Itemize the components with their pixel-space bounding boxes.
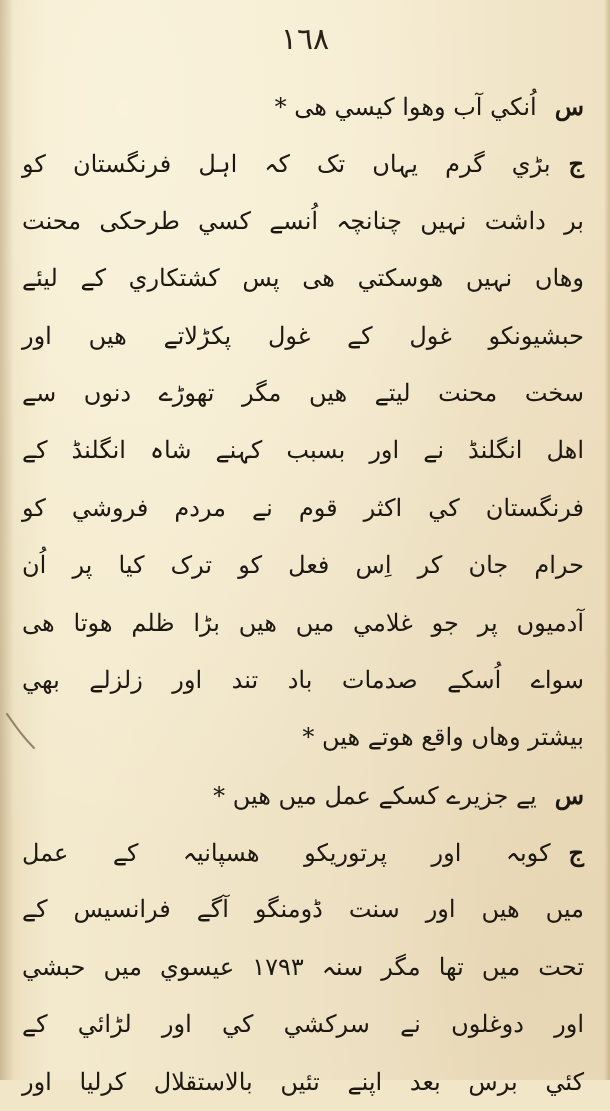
line-text: آدمیوں پر جو غلامي میں ھیں بڑا ظلم ھوتا ھی	[22, 608, 584, 637]
page-number: ١٦٨	[280, 22, 330, 57]
page-edge	[604, 0, 610, 1080]
line-text: سواے اُسکے صدمات باد تند اور زلزلے بھي	[22, 665, 584, 694]
question-marker: س	[554, 780, 584, 810]
line-text: میں ھیں اور سنت ڈومنگو آگے فرانسیس کے	[22, 895, 584, 924]
line-text: فرنگستان کي اکثر قوم نے مردم فروشي کو	[22, 493, 584, 522]
text-line	[22, 250, 584, 307]
text-line	[22, 652, 584, 709]
text-line	[22, 78, 584, 135]
line-text: اُنکي آب وھوا کيسي ھی *	[274, 93, 537, 121]
text-line	[22, 308, 584, 365]
text-line	[22, 767, 584, 824]
text-line	[22, 537, 584, 594]
line-text: حبشیونکو غول کے غول پکڑلاتے ھیں اور	[22, 321, 584, 350]
line-text: تحت میں تھا مگر سنہ ۱۷۹۳ عیسوي میں حبشي	[22, 952, 584, 981]
text-line	[22, 193, 584, 250]
line-text: کئي برس بعد اپنے تئیں بالاستقلال کرلیا اور	[22, 1067, 584, 1096]
answer-marker: ج	[568, 149, 584, 179]
line-text: بیشتر وھاں واقع ھوتے ھیں *	[302, 723, 584, 752]
line-text: بڑي گرم یہاں تک کہ اہل فرنگستان کو	[22, 150, 551, 179]
line-text: حرام جان کر اِس فعل کو ترک کیا پر اُن	[22, 551, 584, 580]
text-line	[22, 595, 584, 652]
text-line	[22, 939, 584, 996]
text-line	[22, 881, 584, 938]
line-text: سخت محنت لیتے ھیں مگر تھوڑے دنوں سے	[22, 378, 584, 407]
line-text: اھل انگلنڈ نے اور بسبب کہنے شاہ انگلنڈ کے	[22, 436, 584, 465]
text-line	[22, 824, 584, 881]
spine-shadow	[0, 0, 14, 1080]
line-text: وھاں نہیں ھوسکتي ھی پس کشتکاري کے لیئے	[22, 264, 584, 293]
line-text: بر داشت نہیں چنانچہ اُنسے کسي طرحکی محنت	[22, 206, 584, 235]
text-line	[22, 709, 584, 766]
urdu-text-block	[22, 78, 584, 1111]
text-line	[22, 1054, 584, 1111]
line-text: کوبہ اور پرتوریکو ھسپانیہ کے عمل	[22, 839, 551, 868]
text-line	[22, 996, 584, 1053]
text-line	[22, 135, 584, 192]
text-line	[22, 480, 584, 537]
answer-marker: ج	[568, 838, 584, 868]
question-marker: س	[554, 92, 584, 121]
line-text: اور دوغلوں نے سرکشي کي اور لڑائي کے	[22, 1010, 584, 1039]
line-text: یے جزیرے کسکے عمل میں ھیں *	[213, 781, 537, 810]
text-line	[22, 422, 584, 479]
text-line	[22, 365, 584, 422]
